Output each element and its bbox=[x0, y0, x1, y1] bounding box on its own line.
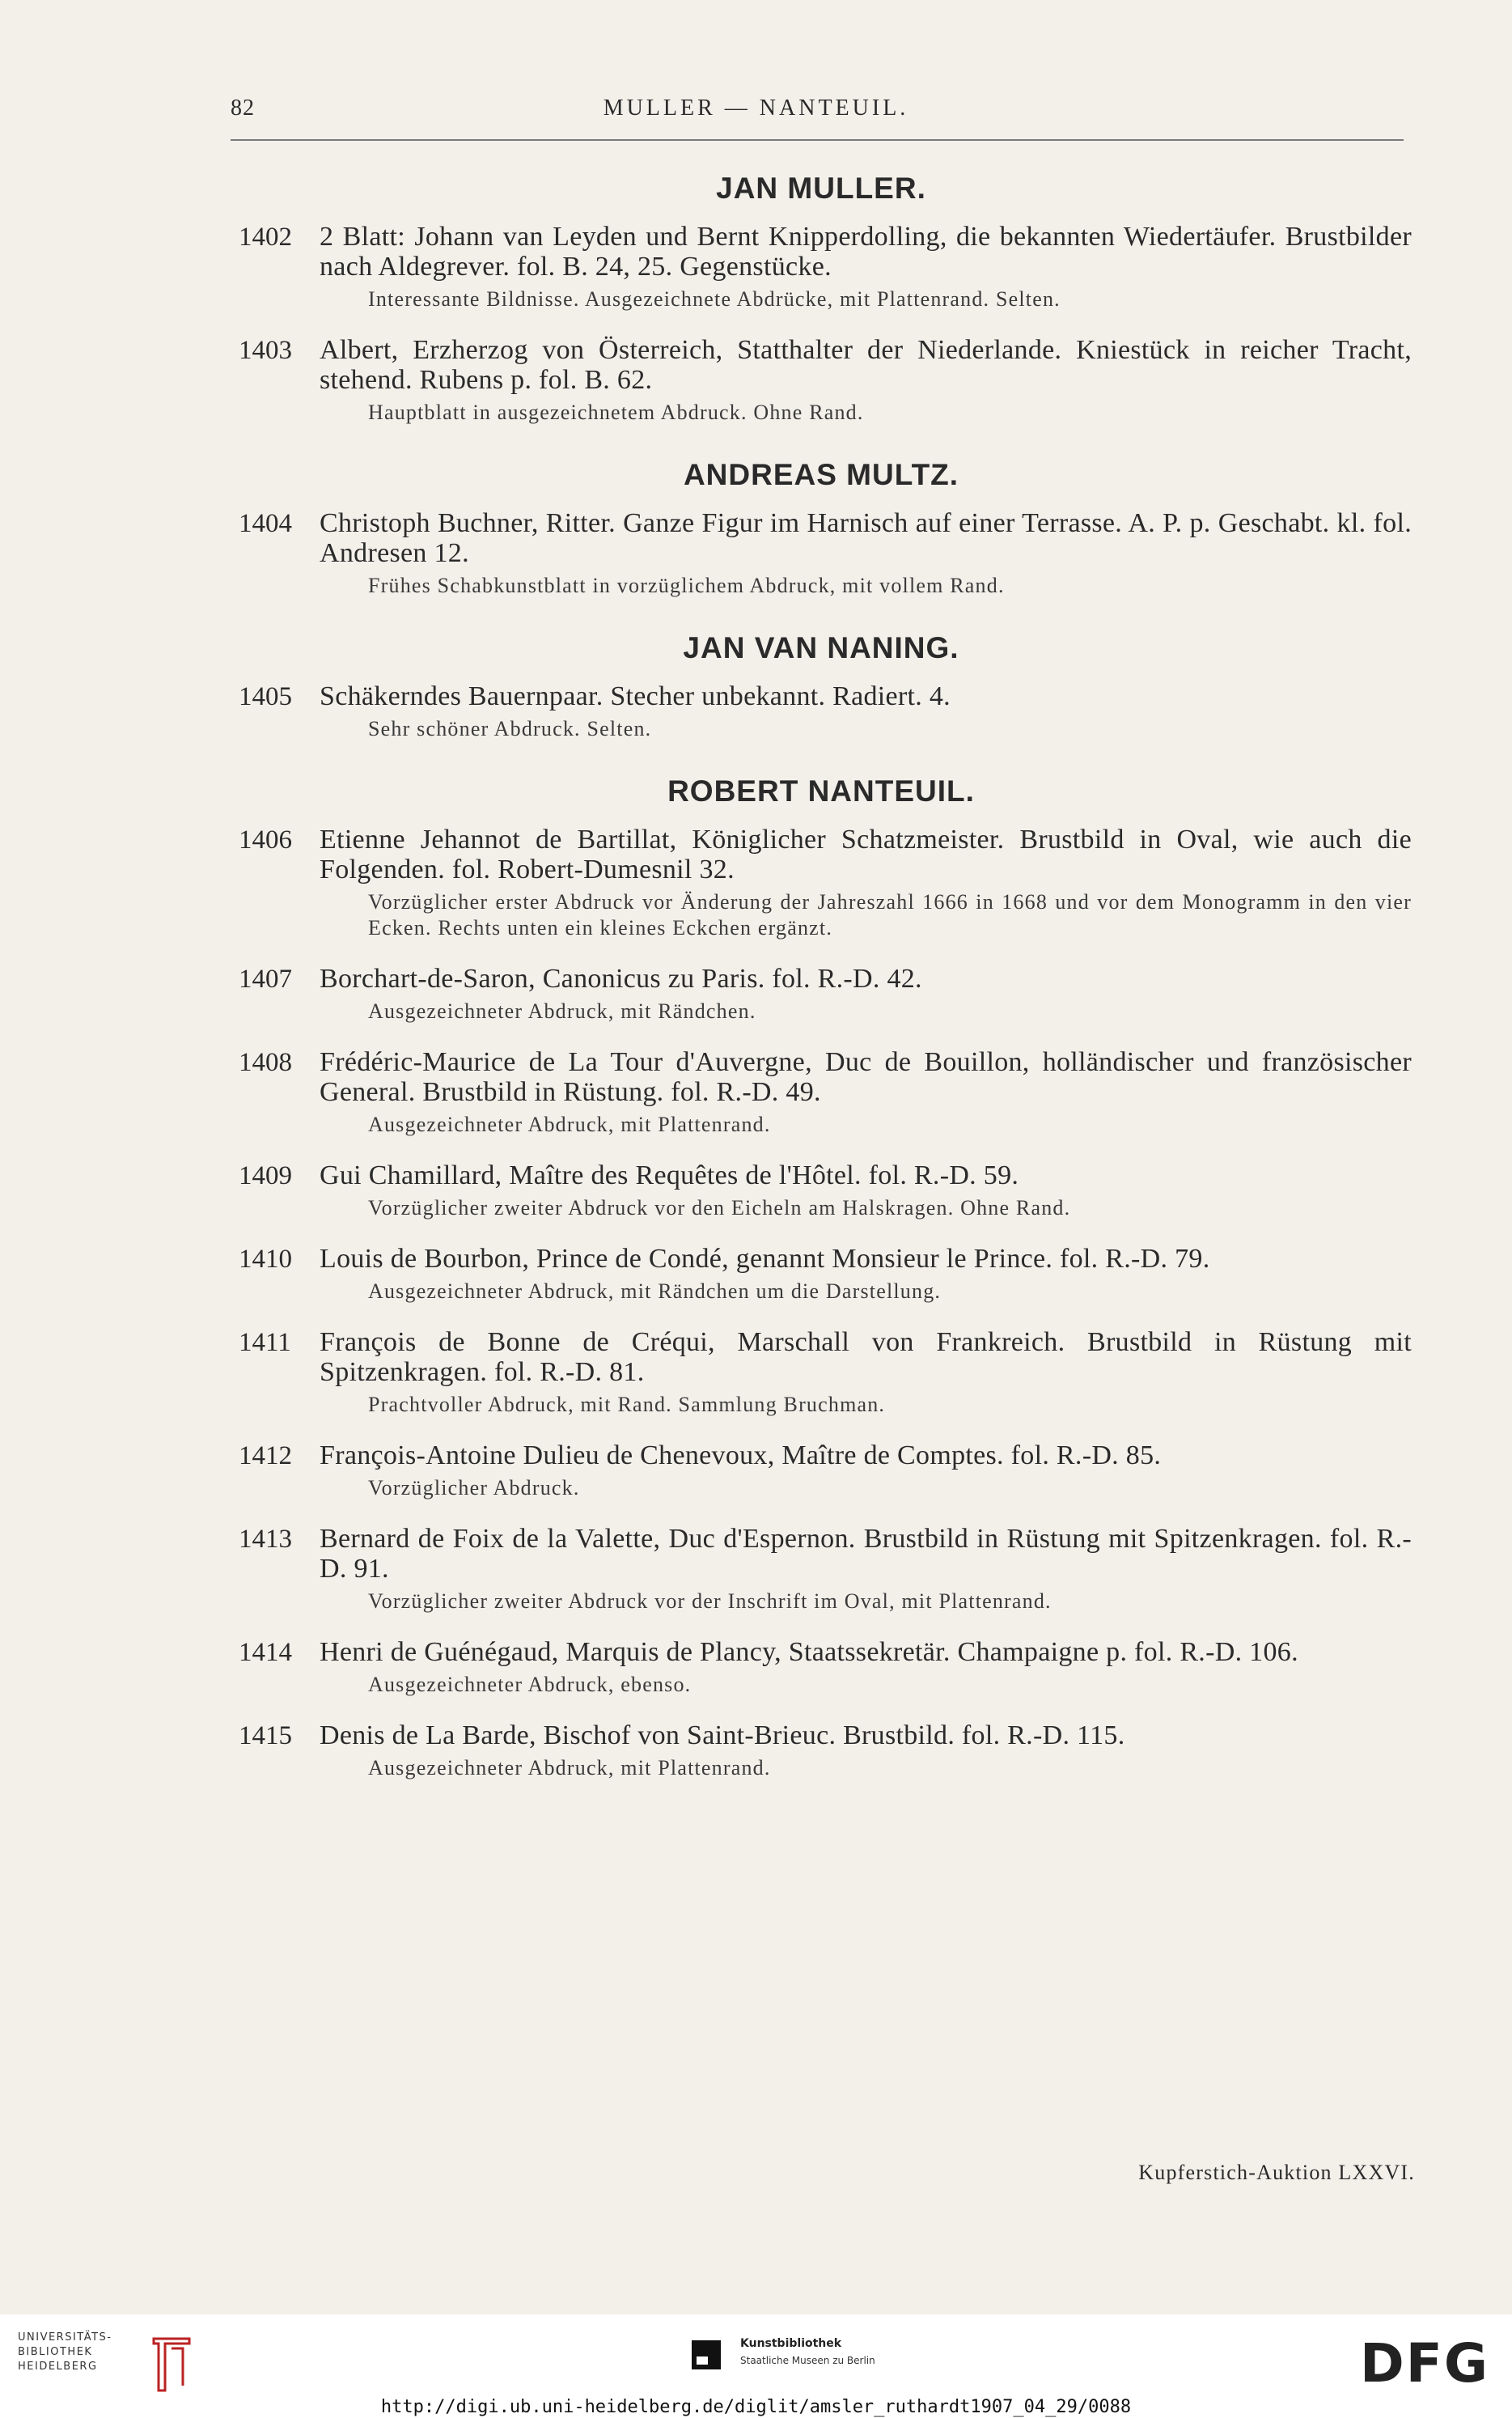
lot-description: Borchart-de-Saron, Canonicus zu Paris. fol. R.-D. 42. bbox=[320, 964, 922, 994]
lot-number: 1409 bbox=[239, 1161, 292, 1190]
lot-entry bbox=[231, 681, 1412, 742]
lot-condition-note: Prachtvoller Abdruck, mit Rand. Sammlung Bruchman. bbox=[368, 1393, 886, 1416]
page-number: 82 bbox=[231, 95, 255, 121]
lot-condition-note: Vorzüglicher Abdruck. bbox=[368, 1476, 580, 1500]
lot-entry bbox=[231, 222, 1412, 312]
lot-condition-note: Frühes Schabkunstblatt in vorzüglichem Abdruck, mit vollem Rand. bbox=[368, 574, 1005, 597]
university-name: UNIVERSITÄTS- BIBLIOTHEK HEIDELBERG bbox=[18, 2331, 112, 2373]
lot-number: 1414 bbox=[239, 1638, 292, 1667]
catalog-content bbox=[231, 172, 1412, 1804]
lot-condition-note: Hauptblatt in ausgezeichnetem Abdruck. Ohne Rand. bbox=[368, 401, 864, 424]
lot-condition-note: Ausgezeichneter Abdruck, mit Plattenrand. bbox=[368, 1113, 771, 1136]
lot-number: 1403 bbox=[239, 336, 292, 365]
lot-description: Gui Chamillard, Maître des Requêtes de l'Hôtel. fol. R.-D. 59. bbox=[320, 1160, 1019, 1190]
lot-entry bbox=[231, 1637, 1412, 1698]
library-name: Kunstbibliothek bbox=[740, 2337, 842, 2350]
lot-description: François de Bonne de Créqui, Marschall von Frankreich. Brustbild in Rüstung mit Spitzenkragen. fol. R.-D. 81. bbox=[320, 1327, 1412, 1387]
running-title: MULLER — NANTEUIL. bbox=[603, 95, 909, 121]
artist-heading: JAN VAN NANING. bbox=[683, 631, 959, 664]
lot-description: Louis de Bourbon, Prince de Condé, genannt Monsieur le Prince. fol. R.-D. 79. bbox=[320, 1244, 1210, 1274]
lot-condition-note: Vorzüglicher zweiter Abdruck vor den Eicheln am Halskragen. Ohne Rand. bbox=[368, 1196, 1071, 1220]
lot-entry bbox=[231, 1440, 1412, 1501]
lot-description: Henri de Guénégaud, Marquis de Plancy, Staatssekretär. Champaigne p. fol. R.-D. 106. bbox=[320, 1637, 1298, 1667]
dfg-logo[interactable]: DFG bbox=[1359, 2332, 1489, 2395]
lot-number: 1410 bbox=[239, 1245, 292, 1274]
lot-number: 1412 bbox=[239, 1441, 292, 1470]
catalog-section bbox=[231, 774, 1412, 1781]
running-head bbox=[0, 95, 1512, 128]
lot-condition-note: Vorzüglicher erster Abdruck vor Änderung der Jahreszahl 1666 in 1668 und vor dem Monogramm in den vier Ecken. Rechts unten ein kleines Eckchen ergänzt. bbox=[368, 890, 1412, 940]
permalink-url[interactable]: http://digi.ub.uni-heidelberg.de/diglit/amsler_ruthardt1907_04_29/0088 bbox=[380, 2397, 1132, 2417]
lot-condition-note: Ausgezeichneter Abdruck, ebenso. bbox=[368, 1673, 692, 1696]
lot-number: 1415 bbox=[239, 1721, 292, 1750]
catalog-section bbox=[231, 172, 1412, 426]
lot-description: Christoph Buchner, Ritter. Ganze Figur im Harnisch auf einer Terrasse. A. P. p. Geschabt. kl. fol. Andresen 12. bbox=[320, 508, 1412, 568]
catalog-section bbox=[231, 458, 1412, 599]
lot-number: 1407 bbox=[239, 965, 292, 994]
lot-number: 1413 bbox=[239, 1525, 292, 1554]
lot-condition-note: Ausgezeichneter Abdruck, mit Rändchen. bbox=[368, 999, 756, 1023]
lot-condition-note: Ausgezeichneter Abdruck, mit Rändchen um die Darstellung. bbox=[368, 1279, 942, 1303]
artist-heading: ANDREAS MULTZ. bbox=[683, 458, 959, 491]
library-subtitle: Staatliche Museen zu Berlin bbox=[740, 2355, 875, 2366]
university-library-logo[interactable] bbox=[18, 2331, 196, 2395]
lot-description: Schäkerndes Bauernpaar. Stecher unbekannt. Radiert. 4. bbox=[320, 681, 951, 711]
artist-heading: ROBERT NANTEUIL. bbox=[667, 774, 975, 808]
lot-number: 1404 bbox=[239, 509, 292, 538]
lot-condition-note: Sehr schöner Abdruck. Selten. bbox=[368, 717, 652, 740]
lot-description: Denis de La Barde, Bischof von Saint-Brieuc. Brustbild. fol. R.-D. 115. bbox=[320, 1720, 1125, 1750]
lot-number: 1408 bbox=[239, 1048, 292, 1077]
lot-condition-note: Ausgezeichneter Abdruck, mit Plattenrand. bbox=[368, 1756, 771, 1780]
lot-description: Etienne Jehannot de Bartillat, Königlicher Schatzmeister. Brustbild in Oval, wie auch die Folgenden. fol. Robert-Dumesnil 32. bbox=[320, 825, 1412, 884]
catalog-footer-note: Kupferstich-Auktion LXXVI. bbox=[1138, 2161, 1415, 2184]
lot-entry bbox=[231, 964, 1412, 1024]
lot-entry bbox=[231, 335, 1412, 426]
kunstbibliothek-logo[interactable] bbox=[692, 2334, 934, 2382]
lot-condition-note: Vorzüglicher zweiter Abdruck vor der Inschrift im Oval, mit Plattenrand. bbox=[368, 1589, 1052, 1613]
catalog-section bbox=[231, 631, 1412, 742]
lot-condition-note: Interessante Bildnisse. Ausgezeichnete Abdrücke, mit Plattenrand. Selten. bbox=[368, 287, 1061, 311]
lot-entry bbox=[231, 825, 1412, 941]
header-divider bbox=[231, 139, 1404, 141]
artist-heading: JAN MULLER. bbox=[716, 172, 926, 205]
university-emblem-icon bbox=[147, 2332, 196, 2397]
lot-entry bbox=[231, 508, 1412, 599]
lot-number: 1411 bbox=[239, 1328, 291, 1357]
lot-entry bbox=[231, 1160, 1412, 1221]
lot-entry bbox=[231, 1327, 1412, 1418]
lot-description: Frédéric-Maurice de La Tour d'Auvergne, Duc de Bouillon, holländischer und französischer General. Brustbild in Rüstung. fol. R.-D. 49. bbox=[320, 1047, 1412, 1107]
lot-entry bbox=[231, 1047, 1412, 1138]
lot-entry bbox=[231, 1244, 1412, 1304]
lot-description: Albert, Erzherzog von Österreich, Statthalter der Niederlande. Kniestück in reicher Tracht, stehend. Rubens p. fol. B. 62. bbox=[320, 335, 1412, 395]
viewer-footer-bar bbox=[0, 2314, 1512, 2418]
lot-number: 1402 bbox=[239, 223, 292, 252]
lot-number: 1405 bbox=[239, 682, 292, 711]
kunstbibliothek-icon bbox=[692, 2340, 721, 2369]
lot-entry bbox=[231, 1720, 1412, 1781]
lot-description: Bernard de Foix de la Valette, Duc d'Espernon. Brustbild in Rüstung mit Spitzenkragen. fol. R.-D. 91. bbox=[320, 1524, 1412, 1584]
lot-number: 1406 bbox=[239, 825, 292, 855]
lot-description: 2 Blatt: Johann van Leyden und Bernt Knipperdolling, die bekannten Wiedertäufer. Brustbilder nach Aldegrever. fol. B. 24, 25. Gegenstücke. bbox=[320, 222, 1412, 282]
lot-description: François-Antoine Dulieu de Chenevoux, Maître de Comptes. fol. R.-D. 85. bbox=[320, 1440, 1162, 1470]
lot-entry bbox=[231, 1524, 1412, 1614]
